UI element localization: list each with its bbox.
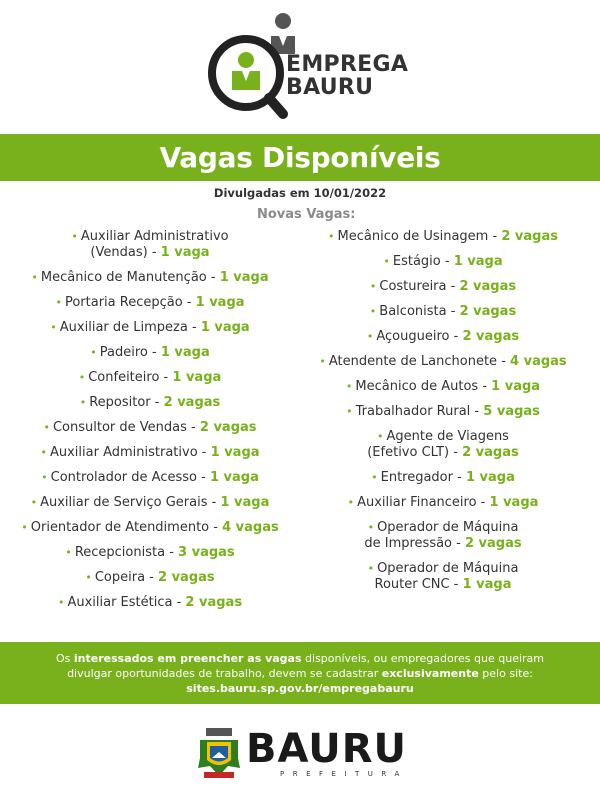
separator: -	[476, 495, 490, 510]
job-title: Auxiliar de Serviço Gerais	[40, 495, 208, 510]
vacancy-count: 2 vagas	[158, 570, 215, 585]
bullet-icon: •	[90, 346, 97, 359]
vacancy-count: 1 vaga	[219, 270, 269, 285]
job-item	[0, 518, 300, 538]
job-title: Auxiliar Financeiro	[357, 495, 477, 510]
separator: -	[446, 304, 460, 319]
separator: -	[488, 229, 502, 244]
footer-bold-1: interessados em preencher as vagas	[73, 651, 302, 665]
separator: -	[187, 320, 201, 335]
job-title: Auxiliar Administrativo	[80, 229, 229, 244]
vacancy-count: 2 vagas	[459, 279, 517, 294]
brand-name: BAURU	[246, 726, 407, 772]
job-item	[0, 568, 300, 588]
footer-text-3: pelo site:	[478, 666, 533, 680]
separator: -	[497, 354, 511, 369]
separator: -	[186, 420, 200, 435]
bullet-icon: •	[369, 305, 377, 318]
job-item	[0, 268, 300, 288]
job-title: Router CNC	[374, 577, 450, 592]
separator: -	[453, 470, 466, 485]
job-title: Mecânico de Manutenção	[40, 270, 207, 285]
separator: -	[440, 254, 454, 269]
job-title: Costureira	[379, 279, 447, 294]
job-item	[293, 427, 593, 463]
job-title: Açougueiro	[376, 329, 450, 344]
separator: -	[172, 595, 186, 610]
job-item	[293, 227, 593, 247]
job-title: Controlador de Acesso	[50, 470, 197, 485]
job-title: de Impressão	[364, 536, 453, 551]
vacancy-count: 2 vagas	[459, 304, 517, 319]
job-item	[293, 493, 593, 513]
vacancy-count: 2 vagas	[163, 395, 221, 410]
vacancy-count: 3 vagas	[178, 545, 235, 560]
separator: -	[478, 379, 492, 394]
separator: -	[182, 295, 196, 310]
vacancy-count: 4 vagas	[510, 354, 567, 369]
job-title: Auxiliar Administrativo	[49, 445, 198, 460]
footer-banner	[0, 642, 600, 704]
job-title: Auxiliar Estética	[67, 595, 173, 610]
bullet-icon: •	[346, 405, 353, 418]
job-title: Orientador de Atendimento	[30, 520, 210, 535]
bullet-icon: •	[369, 280, 377, 293]
bullet-icon: •	[57, 596, 65, 609]
job-title: Agente de Viagens	[386, 429, 509, 444]
bullet-icon: •	[43, 421, 50, 434]
bullet-icon: •	[71, 230, 78, 243]
brand-subtitle: PREFEITURA	[280, 770, 408, 778]
job-title: Operador de Máquina	[377, 520, 519, 535]
vacancy-count: 2 vagas	[462, 329, 520, 344]
footer-text-2: disponíveis, ou empregadores que queiram divulgar oportunidades de trabalho, devem se cadastrar	[67, 651, 544, 680]
bullet-icon: •	[79, 396, 87, 409]
vacancy-count: 1 vaga	[172, 370, 222, 385]
logo-line-1: EMPREGA	[286, 52, 409, 77]
bullet-icon: •	[366, 330, 374, 343]
separator: -	[452, 536, 465, 551]
job-title: Atendente de Lanchonete	[328, 354, 498, 369]
separator: -	[207, 495, 221, 510]
footer-text-1: Os	[56, 651, 74, 665]
footer-url-link[interactable]: sites.bauru.sp.gov.br/empregabauru	[186, 681, 414, 695]
separator: -	[165, 545, 179, 560]
vacancy-count: 1 vaga	[491, 379, 541, 394]
job-title: Copeira	[94, 570, 146, 585]
separator: -	[147, 345, 161, 360]
separator: -	[147, 245, 161, 260]
emprega-bauru-logo	[0, 0, 600, 132]
bullet-icon: •	[40, 446, 47, 459]
job-item	[0, 493, 300, 513]
job-title: Operador de Máquina	[377, 561, 519, 576]
vacancy-count: 2 vagas	[462, 445, 519, 460]
footer-text	[40, 651, 560, 696]
vacancy-count: 1 vaga	[195, 295, 245, 310]
separator: -	[206, 270, 220, 285]
bullet-icon: •	[371, 471, 378, 484]
bullet-icon: •	[31, 271, 38, 284]
job-item	[293, 277, 593, 297]
section-label: Novas Vagas:	[257, 207, 356, 222]
job-title: (Efetivo CLT)	[367, 445, 450, 460]
vacancy-count: 1 vaga	[462, 577, 512, 592]
job-title: Padeiro	[99, 345, 148, 360]
separator: -	[197, 445, 211, 460]
vacancy-count: 1 vaga	[465, 470, 515, 485]
bullet-icon: •	[55, 296, 62, 309]
job-title: Recepcionista	[74, 545, 166, 560]
page-title: Vagas Disponíveis	[159, 141, 441, 174]
vacancy-count: 5 vagas	[483, 404, 540, 419]
job-item	[0, 418, 300, 438]
separator: -	[196, 470, 210, 485]
job-title: Auxiliar de Limpeza	[59, 320, 188, 335]
separator: -	[150, 395, 164, 410]
job-item	[0, 293, 300, 313]
job-item	[0, 227, 300, 263]
bullet-icon: •	[85, 571, 92, 584]
separator: -	[449, 445, 463, 460]
job-item	[293, 377, 593, 397]
bullet-icon: •	[319, 355, 326, 368]
footer-bold-2: exclusivamente	[381, 666, 479, 680]
job-item	[293, 518, 593, 554]
job-item	[0, 593, 300, 613]
job-title: Confeiteiro	[88, 370, 160, 385]
job-item	[293, 402, 593, 422]
job-title: Mecânico de Autos	[355, 379, 479, 394]
bullet-icon: •	[383, 255, 390, 268]
vacancy-count: 1 vaga	[160, 345, 210, 360]
job-title: Mecânico de Usinagem	[337, 229, 489, 244]
separator: -	[449, 329, 463, 344]
bullet-icon: •	[21, 521, 28, 534]
bullet-icon: •	[377, 430, 384, 443]
job-title: Trabalhador Rural	[355, 404, 471, 419]
vacancy-count: 1 vaga	[489, 495, 539, 510]
title-banner	[0, 134, 600, 181]
job-item	[0, 468, 300, 488]
separator: -	[159, 370, 173, 385]
vacancy-count: 2 vagas	[185, 595, 243, 610]
job-title: Repositor	[89, 395, 151, 410]
separator: -	[446, 279, 460, 294]
bullet-icon: •	[78, 371, 86, 384]
job-title: (Vendas)	[90, 245, 148, 260]
job-list-right	[293, 227, 593, 600]
vacancy-count: 1 vaga	[209, 470, 259, 485]
job-title: Consultor de Vendas	[52, 420, 187, 435]
bauru-brand	[196, 728, 416, 780]
separator: -	[449, 577, 463, 592]
job-title: Estágio	[392, 254, 441, 269]
job-item	[293, 252, 593, 272]
job-list-left	[0, 227, 300, 618]
separator: -	[209, 520, 223, 535]
job-item	[293, 327, 593, 347]
bullet-icon: •	[347, 496, 355, 509]
job-item	[0, 318, 300, 338]
vacancy-count: 4 vagas	[222, 520, 279, 535]
vacancy-count: 2 vagas	[199, 420, 257, 435]
vacancy-count: 1 vaga	[210, 445, 260, 460]
vacancy-count: 1 vaga	[220, 495, 270, 510]
job-item	[293, 468, 593, 488]
bullet-icon: •	[367, 521, 375, 534]
bullet-icon: •	[50, 321, 57, 334]
bullet-icon: •	[41, 471, 48, 484]
publication-date: Divulgadas em 10/01/2022	[213, 186, 387, 200]
vacancy-count: 1 vaga	[160, 245, 210, 260]
separator: -	[145, 570, 159, 585]
job-item	[293, 559, 593, 595]
bullet-icon: •	[65, 546, 72, 559]
job-item	[0, 443, 300, 463]
logo-line-2: BAURU	[286, 75, 374, 100]
vacancy-count: 2 vagas	[464, 536, 522, 551]
vacancy-count: 1 vaga	[453, 254, 503, 269]
job-title: Entregador	[380, 470, 453, 485]
bullet-icon: •	[345, 380, 353, 393]
logo-wordmark	[286, 53, 408, 99]
city-crest-icon	[196, 728, 242, 780]
job-item	[0, 368, 300, 388]
job-item	[0, 393, 300, 413]
job-item	[293, 352, 593, 372]
job-title: Portaria Recepção	[64, 295, 183, 310]
separator: -	[470, 404, 484, 419]
bullet-icon: •	[30, 496, 38, 509]
job-title: Balconista	[379, 304, 447, 319]
vacancy-count: 1 vaga	[200, 320, 250, 335]
bullet-icon: •	[328, 230, 335, 243]
vacancy-count: 2 vagas	[501, 229, 558, 244]
bullet-icon: •	[367, 562, 375, 575]
job-item	[0, 343, 300, 363]
job-item	[293, 302, 593, 322]
job-item	[0, 543, 300, 563]
